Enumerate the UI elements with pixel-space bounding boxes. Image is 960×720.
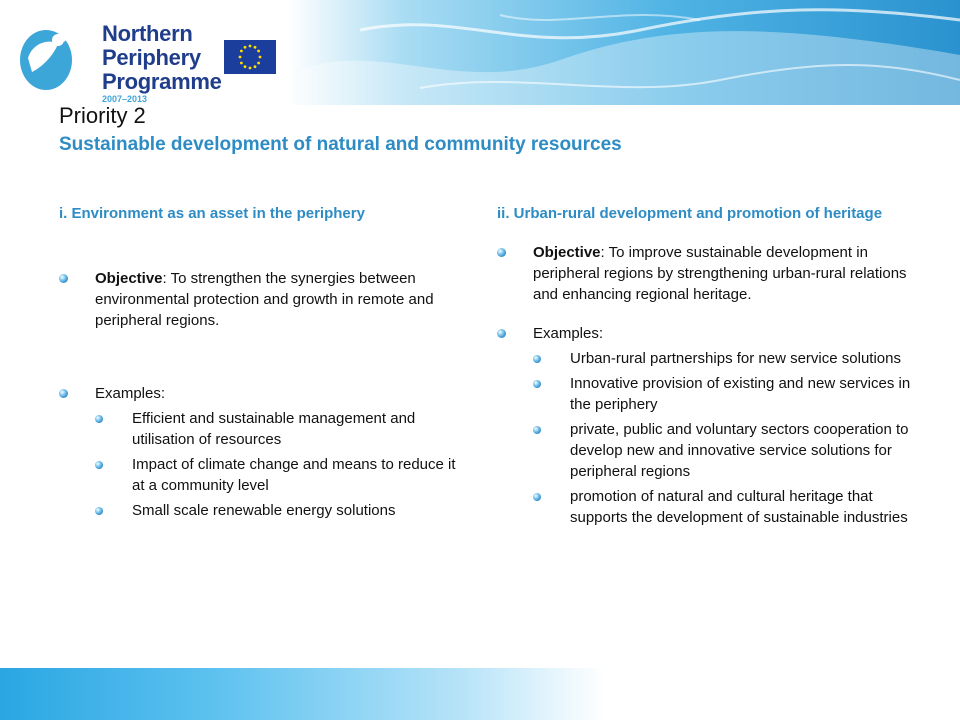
- slide-title: Priority 2: [59, 103, 146, 128]
- objective-label: Objective: [95, 270, 163, 287]
- programme-logo: [14, 10, 222, 104]
- slide-subtitle: Sustainable development of natural and community resources: [59, 134, 622, 155]
- list-item: private, public and voluntary sectors cooperation to develop new and innovative service solutions for peripheral regions: [533, 419, 917, 482]
- objective-text: : To improve sustainable development in peripheral regions by strengthening urban-rural relations and enhancing regional heritage.: [533, 244, 907, 303]
- right-objective-item: [497, 242, 917, 305]
- list-item: Efficient and sustainable management and utilisation of resources: [95, 408, 469, 450]
- objective-text: : To strengthen the synergies between environmental protection and growth in remote and peripheral regions.: [95, 270, 434, 329]
- objective-label: Objective: [533, 244, 601, 261]
- logo-line-1: Northern: [102, 21, 193, 46]
- list-item: promotion of natural and cultural heritage that supports the development of sustainable industries: [533, 486, 917, 528]
- logo-years: 2007–2013: [102, 94, 148, 104]
- list-item: Urban-rural partnerships for new service solutions: [533, 348, 917, 369]
- left-objective-item: [59, 268, 469, 331]
- list-item: Innovative provision of existing and new services in the periphery: [533, 373, 917, 415]
- eu-flag-icon: [224, 40, 276, 74]
- examples-label: Examples:: [533, 325, 604, 342]
- bird-icon: [14, 14, 84, 94]
- logo-wordmark: [102, 22, 222, 94]
- left-column: [59, 203, 469, 521]
- right-column: [497, 203, 917, 528]
- footer-gradient-bar: [0, 668, 960, 720]
- examples-label: Examples:: [95, 385, 166, 402]
- right-column-heading: ii. Urban-rural development and promotion of heritage: [497, 205, 883, 222]
- left-examples-item: [59, 383, 469, 521]
- left-column-heading: i. Environment as an asset in the periphery: [59, 205, 365, 222]
- list-item: Small scale renewable energy solutions: [95, 500, 469, 521]
- logo-line-2: Periphery: [102, 45, 201, 70]
- list-item: Impact of climate change and means to reduce it at a community level: [95, 454, 469, 496]
- logo-line-3: Programme: [102, 69, 222, 94]
- right-examples-item: [497, 323, 917, 528]
